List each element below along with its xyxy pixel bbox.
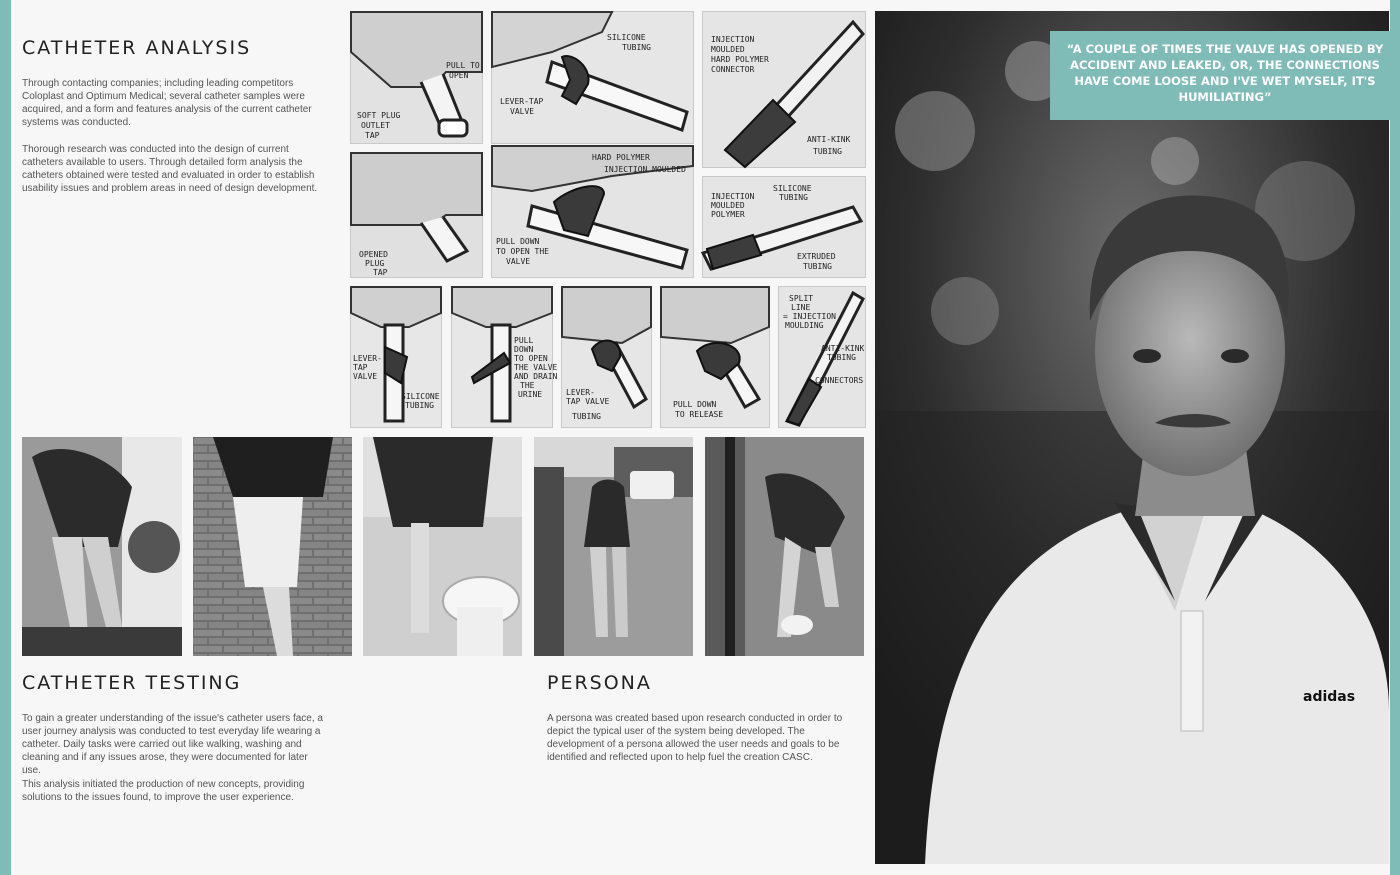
sketch-label: TUBING [779, 193, 808, 202]
sketch-label: CONNECTORS [815, 376, 864, 385]
sketch-label: PLUG [365, 259, 385, 268]
sketch-label: TAP VALVE [566, 397, 610, 406]
sketch-label: ANTI-KINK [807, 135, 851, 144]
sketch-label: TUBING [405, 401, 434, 410]
sketch-label: SPLIT [789, 294, 814, 303]
sketch-label: HARD POLYMER [592, 153, 650, 162]
sketch-label: LEVER- [566, 388, 595, 397]
sketch-label: VALVE [506, 257, 531, 266]
sketch-label: TUBING [813, 147, 842, 156]
photo-testing-washing [22, 437, 182, 656]
persona-heading: PERSONA [547, 672, 652, 694]
sketch-label: SILICONE [401, 392, 440, 401]
sketch-drain-urine [451, 286, 558, 428]
testing-heading: CATHETER TESTING [22, 672, 242, 694]
sketch-label: OUTLET [361, 121, 390, 130]
sketch-label: VALVE [353, 372, 378, 381]
persona-portrait-photo [875, 11, 1389, 864]
testing-paragraph-1: To gain a greater understanding of the issue's catheter users face, a user journey analysis was conducted to test everyday life wearing a catheter. Daily tasks were carried out like walking, washing and cleaning and if any issues arose, they were documented for later use. [22, 713, 323, 776]
sketch-label: TAP [353, 363, 368, 372]
analysis-paragraph-1: Through contacting companies; including leading competitors Coloplast and Optimum Medical; several catheter samples were acquired, and a form and features analysis of the current catheter systems was conducted. [22, 78, 312, 128]
persona-quote: “A COUPLE OF TIMES THE VALVE HAS OPENED BY ACCIDENT AND LEAKED, OR, THE CONNECTIONS HAVE COME LOOSE AND I'VE WET MYSELF, IT'S HUMILIATING” [1050, 31, 1400, 120]
sketch-label: POLYMER [711, 210, 745, 219]
sketch-label: THE VALVE [514, 363, 558, 372]
sketch-label: DOWN [514, 345, 534, 354]
sketch-label: TO OPEN THE [496, 247, 549, 256]
sketch-label: PULL TO [446, 61, 480, 70]
analysis-heading: CATHETER ANALYSIS [22, 37, 252, 59]
sketch-label: PULL DOWN [673, 400, 717, 409]
sketch-label: LEVER- [353, 354, 382, 363]
sketch-label: TUBING [622, 43, 651, 52]
sketch-label: PULL [514, 336, 534, 345]
sketch-label: INJECTION [711, 192, 755, 201]
sketch-lever-tap-front [350, 286, 442, 428]
sketch-label: ANTI-KINK [821, 344, 865, 353]
sketch-label: TUBING [803, 262, 832, 271]
sketch-extruded-tubing [702, 176, 866, 278]
sketch-label: OPEN [449, 71, 469, 80]
sketch-label: SOFT PLUG [357, 111, 401, 120]
sketch-label: INJECTION [711, 35, 755, 44]
sketch-label: PULL DOWN [496, 237, 540, 246]
photo-testing-walking [534, 437, 693, 656]
shirt-logo-text: adidas [1303, 689, 1356, 705]
sketch-lever-tap-valve [491, 11, 694, 144]
analysis-paragraph-2: Thorough research was conducted into the design of current catheters available to users. Through detailed form analysis the catheters obtained were tested and evaluated in order to establish usability issues and problem areas in need of design development. [22, 144, 318, 194]
sketch-connectors [778, 286, 866, 428]
persona-paragraph: A persona was created based upon research conducted in order to depict the typical user of the system being developed. The development of a persona allowed the user needs and goals to be identified and reflected upon to help fuel the creation CASC. [547, 713, 843, 763]
sketch-label: = INJECTION [783, 312, 836, 321]
sketch-label: LINE [791, 303, 811, 312]
sketch-label: TO RELEASE [675, 410, 724, 419]
sketch-label: AND DRAIN [514, 372, 558, 381]
sketch-label: TUBING [572, 412, 601, 421]
testing-paragraph-2: This analysis initiated the production of new concepts, providing solutions to the issues found, to improve the user experience. [22, 779, 305, 803]
sketch-pull-down-release [660, 286, 770, 428]
accent-edge-right [1390, 0, 1400, 875]
sketch-label: TAP [365, 131, 380, 140]
sketch-lever-tap-angled [561, 286, 652, 428]
sketch-label: TUBING [827, 353, 856, 362]
sketch-label: LEVER-TAP [500, 97, 544, 106]
sketch-label: TAP [373, 268, 388, 277]
sketch-label: URINE [518, 390, 543, 399]
sketch-label: EXTRUDED [797, 252, 836, 261]
sketch-hard-polymer-connector [702, 11, 866, 168]
sketch-label: TO OPEN [514, 354, 548, 363]
sketch-pull-down-valve [491, 145, 694, 278]
sketch-label: INJECTION MOULDED [604, 165, 686, 174]
sketch-soft-plug-tap [350, 11, 483, 144]
sketch-label: OPENED [359, 250, 388, 259]
photo-testing-cleaning [705, 437, 864, 656]
sketch-label: SILICONE [773, 184, 812, 193]
photo-testing-toilet [363, 437, 522, 656]
sketch-label: CONNECTOR [711, 65, 755, 74]
sketch-label: MOULDED [711, 201, 745, 210]
accent-edge-left [0, 0, 11, 875]
sketch-label: THE [520, 381, 535, 390]
photo-testing-bag-leg [193, 437, 352, 656]
sketch-label: MOULDING [785, 321, 824, 330]
sketch-label: SILICONE [607, 33, 646, 42]
sketch-label: HARD POLYMER [711, 55, 769, 64]
sketch-opened-plug-tap [350, 152, 483, 278]
sketch-label: MOULDED [711, 45, 745, 54]
sketch-label: VALVE [510, 107, 535, 116]
